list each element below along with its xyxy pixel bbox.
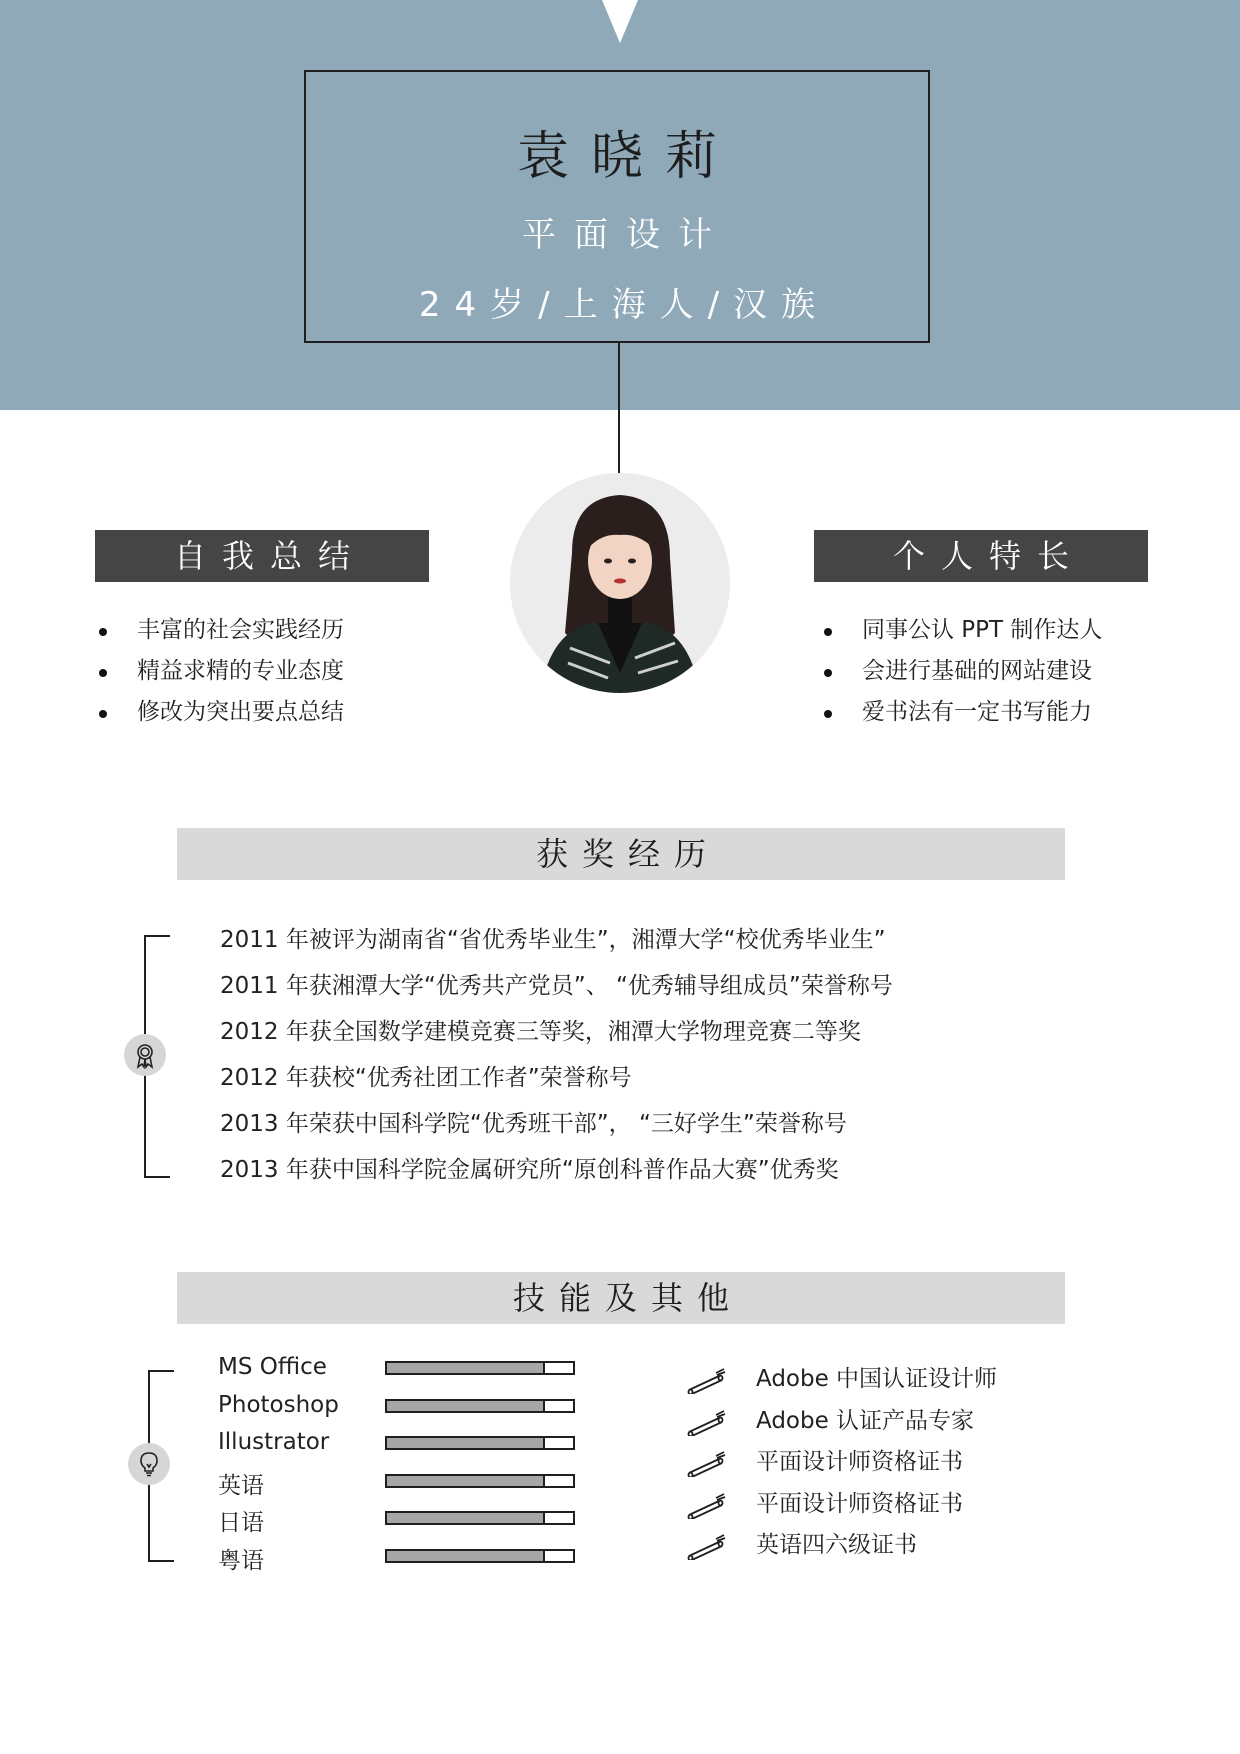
- list-item: 2013 年荣获中国科学院“优秀班干部”， “三好学生”荣誉称号: [220, 1111, 847, 1137]
- awards-list: [220, 920, 893, 1196]
- title-box: [304, 70, 930, 343]
- award-ribbon-icon: [124, 1034, 166, 1076]
- skill-name: Illustrator: [218, 1429, 330, 1455]
- diploma-scroll-icon: [686, 1491, 726, 1519]
- list-item: 2011 年获湘潭大学“优秀共产党员”、 “优秀辅导组成员”荣誉称号: [220, 973, 893, 999]
- job-title: 平面设计: [522, 215, 730, 255]
- personal-meta: 24岁/上海人/汉族: [418, 285, 830, 325]
- skill-bar-fill: [387, 1363, 545, 1373]
- awards-header: 获奖经历: [177, 828, 1065, 880]
- list-item: 同事公认 PPT 制作达人: [820, 610, 1102, 651]
- skill-bar-fill: [387, 1476, 545, 1486]
- skill-bar-fill: [387, 1513, 545, 1523]
- skill-bar: [385, 1361, 575, 1375]
- list-item: 修改为突出要点总结: [95, 692, 344, 733]
- specialties-header: 个人特长: [814, 530, 1148, 582]
- skill-name: 英语: [218, 1472, 264, 1499]
- connector-line: [618, 343, 620, 473]
- skill-bar-fill: [387, 1401, 545, 1411]
- summary-list: [95, 610, 344, 733]
- skill-name: Photoshop: [218, 1391, 339, 1418]
- skill-name: MS Office: [218, 1354, 327, 1380]
- list-item: 2011 年被评为湖南省“省优秀毕业生”，湘潭大学“校优秀毕业生”: [220, 927, 886, 953]
- skill-row: [218, 1390, 578, 1428]
- list-item: 丰富的社会实践经历: [95, 610, 344, 651]
- portrait-photo: [510, 473, 730, 693]
- skill-bar: [385, 1399, 575, 1413]
- certificate-name: 平面设计师资格证书: [756, 1490, 963, 1517]
- list-item: 2012 年获全国数学建模竞赛三等奖，湘潭大学物理竞赛二等奖: [220, 1019, 861, 1045]
- list-item: 精益求精的专业态度: [95, 651, 344, 692]
- lightbulb-icon: [128, 1443, 170, 1485]
- certificate-name: 英语四六级证书: [756, 1532, 917, 1558]
- list-item: 2013 年获中国科学院金属研究所“原创科普作品大赛”优秀奖: [220, 1157, 839, 1183]
- certificate-name: Adobe 认证产品专家: [756, 1407, 975, 1434]
- skill-bar: [385, 1511, 575, 1525]
- skill-row: [218, 1502, 578, 1540]
- list-item: 2012 年获校“优秀社团工作者”荣誉称号: [220, 1065, 632, 1091]
- diploma-scroll-icon: [686, 1532, 726, 1560]
- skill-name: 日语: [218, 1510, 264, 1536]
- skill-row: [218, 1352, 578, 1390]
- certificate-name: 平面设计师资格证书: [756, 1449, 963, 1475]
- candidate-name: 袁晓莉: [516, 127, 739, 187]
- skill-bar-fill: [387, 1438, 545, 1448]
- diploma-scroll-icon: [686, 1408, 726, 1436]
- list-item: 爱书法有一定书写能力: [820, 692, 1102, 733]
- summary-header: 自我总结: [95, 530, 429, 582]
- skills-header: 技能及其他: [177, 1272, 1065, 1324]
- skills-list: [218, 1352, 578, 1577]
- skill-bar: [385, 1474, 575, 1488]
- banner-notch: [602, 0, 638, 43]
- skill-bar: [385, 1436, 575, 1450]
- avatar: [510, 473, 730, 693]
- skill-bar: [385, 1549, 575, 1563]
- specialties-list: [820, 610, 1102, 733]
- diploma-scroll-icon: [686, 1366, 726, 1394]
- skill-bar-fill: [387, 1551, 545, 1561]
- certificate-name: Adobe 中国认证设计师: [756, 1366, 998, 1392]
- diploma-scroll-icon: [686, 1449, 726, 1477]
- skill-name: 粤语: [218, 1547, 264, 1574]
- skill-row: [218, 1427, 578, 1465]
- list-item: 会进行基础的网站建设: [820, 651, 1102, 692]
- skill-row: [218, 1465, 578, 1503]
- skill-row: [218, 1540, 578, 1578]
